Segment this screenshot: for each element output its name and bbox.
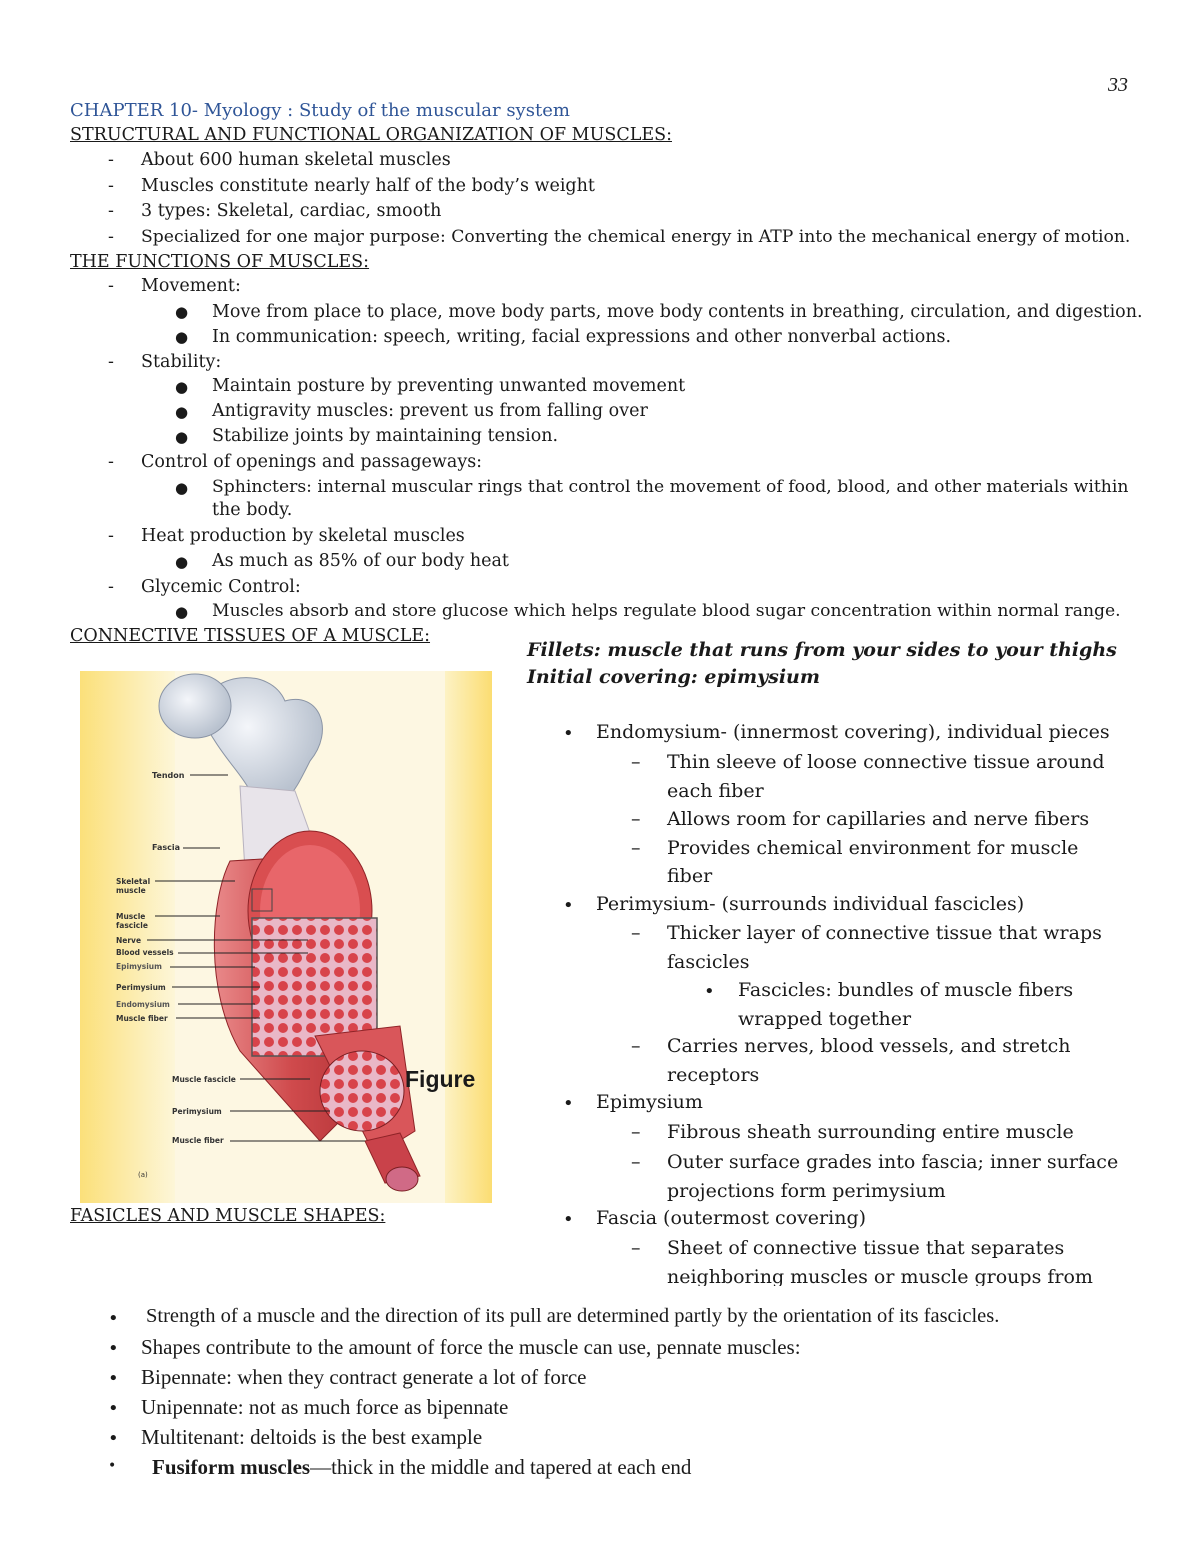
dash-marker: -: [108, 352, 114, 372]
page-number: 33: [1108, 74, 1128, 96]
dash-marker: -: [108, 452, 114, 472]
dash-marker: –: [631, 751, 641, 773]
group-label: Control of openings and passageways:: [141, 452, 483, 472]
figure-label-perimysium: Perimysium: [116, 983, 166, 992]
chapter-title: CHAPTER 10- Myology : Study of the muscular system: [70, 100, 570, 121]
bullet-marker: ●: [175, 479, 189, 497]
bullet-marker: •: [108, 1428, 119, 1449]
dash-marker: -: [108, 577, 114, 597]
tissue-subitem-continuation: fiber: [667, 865, 713, 887]
bullet-marker: ●: [175, 403, 189, 421]
figure-label-endomysium: Endomysium: [116, 1000, 170, 1009]
bullet-marker: •: [563, 895, 574, 916]
figure-label-epimysium: Epimysium: [116, 962, 162, 971]
bullet-marker: •: [108, 1458, 117, 1474]
tissue-subitem: Thicker layer of connective tissue that wraps: [667, 922, 1102, 944]
bullet-marker: ●: [175, 378, 189, 396]
dash-marker: –: [631, 922, 641, 944]
shape-item: Strength of a muscle and the direction of its pull are determined partly by the orientation of its fascicles.: [146, 1305, 1000, 1327]
bullet-marker: ●: [175, 303, 189, 321]
tissue-subitem-continuation: fascicles: [667, 951, 750, 973]
figure-label-muscle-fiber: Muscle fiber: [116, 1014, 168, 1023]
sub-item: Muscles absorb and store glucose which helps regulate blood sugar concentration within normal range.: [212, 601, 1121, 621]
figure-label-blood-vessels: Blood vessels: [116, 948, 174, 957]
dash-marker: -: [108, 227, 114, 247]
shape-item: Unipennate: not as much force as bipennate: [141, 1395, 509, 1419]
tissue-item: Perimysium- (surrounds individual fascicles): [596, 893, 1025, 915]
tissue-subsubitem-continuation: wrapped together: [738, 1008, 912, 1030]
list-item: Specialized for one major purpose: Converting the chemical energy in ATP into the mechanical energy of motion.: [141, 227, 1131, 247]
sub-item: Stabilize joints by maintaining tension.: [212, 426, 559, 446]
dash-marker: –: [631, 1237, 641, 1259]
shape-item: Shapes contribute to the amount of force the muscle can use, pennate muscles:: [141, 1335, 801, 1359]
dash-marker: -: [108, 526, 114, 546]
tissue-subitem-continuation: projections form perimysium: [667, 1180, 946, 1202]
sub-item: Sphincters: internal muscular rings that control the movement of food, blood, and other materials within: [212, 477, 1129, 497]
tissue-subitem: Fibrous sheath surrounding entire muscle: [667, 1121, 1074, 1143]
bullet-marker: •: [108, 1308, 119, 1329]
dash-marker: –: [631, 1035, 641, 1057]
muscle-anatomy-figure: [80, 671, 492, 1203]
bullet-marker: •: [108, 1398, 119, 1419]
figure-label-muscle-fiber-2: Muscle fiber: [172, 1136, 224, 1145]
note-initial-covering: Initial covering: epimysium: [527, 666, 820, 688]
tissue-subitem-continuation: receptors: [667, 1064, 760, 1086]
note-fillets: Fillets: muscle that runs from your sides to your thighs: [527, 639, 1117, 661]
figure-caption-label: Figure: [405, 1066, 476, 1092]
bullet-marker: •: [563, 1093, 574, 1114]
dash-marker: –: [631, 1151, 641, 1173]
sub-item: Maintain posture by preventing unwanted movement: [212, 376, 686, 396]
sub-item-continuation: the body.: [212, 500, 293, 520]
figure-label-muscle-fascicle-2: Muscle fascicle: [172, 1075, 236, 1084]
bullet-marker: ●: [175, 328, 189, 346]
dash-marker: –: [631, 1121, 641, 1143]
figure-label-muscle-fascicle: Muscle fascicle: [116, 912, 148, 930]
bullet-marker: ●: [175, 428, 189, 446]
section-heading-connective: CONNECTIVE TISSUES OF A MUSCLE:: [70, 626, 431, 646]
figure-label-skeletal-muscle: Skeletal muscle: [116, 877, 151, 895]
sub-item: In communication: speech, writing, facial expressions and other nonverbal actions.: [212, 327, 952, 347]
sub-item: Antigravity muscles: prevent us from falling over: [212, 401, 648, 421]
shape-item-fusiform: [152, 1455, 691, 1480]
bullet-marker: ●: [175, 553, 189, 571]
bullet-marker: ●: [175, 603, 189, 621]
group-label: Stability:: [141, 352, 222, 372]
bullet-marker: •: [108, 1338, 119, 1359]
tissue-subitem: Thin sleeve of loose connective tissue around: [667, 751, 1105, 773]
dash-marker: -: [108, 176, 114, 196]
group-label: Glycemic Control:: [141, 577, 301, 597]
tissue-subitem: Carries nerves, blood vessels, and stretch: [667, 1035, 1071, 1057]
list-item: 3 types: Skeletal, cardiac, smooth: [141, 201, 442, 221]
muscle-diagram-illustration: [80, 671, 492, 1203]
dash-marker: –: [631, 808, 641, 830]
group-label: Movement:: [141, 276, 241, 296]
shape-item: Multitenant: deltoids is the best example: [141, 1425, 483, 1449]
bullet-marker: •: [704, 981, 715, 1002]
tissue-subitem-continuation: each fiber: [667, 780, 764, 802]
figure-panel-letter: (a): [138, 1171, 148, 1179]
tissue-subitem: Provides chemical environment for muscle: [667, 837, 1079, 859]
tissue-item: Fascia (outermost covering): [596, 1207, 867, 1229]
list-item: Muscles constitute nearly half of the body’s weight: [141, 176, 595, 196]
fusiform-definition: —thick in the middle and tapered at each end: [310, 1455, 692, 1479]
tissue-subitem: Sheet of connective tissue that separates: [667, 1237, 1065, 1259]
tissue-subitem: Outer surface grades into fascia; inner surface: [667, 1151, 1119, 1173]
tissue-subitem-continuation: neighboring muscles or muscle groups from: [667, 1266, 1093, 1286]
figure-label-perimysium-2: Perimysium: [172, 1107, 222, 1116]
shape-item: Bipennate: when they contract generate a lot of force: [141, 1365, 587, 1389]
dash-marker: –: [631, 837, 641, 859]
tissue-item: Endomysium- (innermost covering), individual pieces: [596, 721, 1110, 743]
figure-label-nerve: Nerve: [116, 936, 142, 945]
section-heading-structure: STRUCTURAL AND FUNCTIONAL ORGANIZATION OF MUSCLES:: [70, 125, 672, 145]
figure-label-tendon: Tendon: [152, 771, 185, 780]
section-heading-fascicles: FASICLES AND MUSCLE SHAPES:: [70, 1206, 386, 1226]
sub-item: As much as 85% of our body heat: [212, 551, 509, 571]
tissue-item: Epimysium: [596, 1091, 703, 1113]
figure-label-fascia: Fascia: [152, 843, 181, 852]
dash-marker: -: [108, 276, 114, 296]
fusiform-term: Fusiform muscles: [152, 1455, 311, 1479]
section-heading-functions: THE FUNCTIONS OF MUSCLES:: [70, 252, 370, 272]
bullet-marker: •: [563, 1209, 574, 1230]
tissue-subitem: Allows room for capillaries and nerve fibers: [667, 808, 1090, 830]
dash-marker: -: [108, 201, 114, 221]
tissue-subsubitem: Fascicles: bundles of muscle fibers: [738, 979, 1074, 1001]
group-label: Heat production by skeletal muscles: [141, 526, 465, 546]
sub-item: Move from place to place, move body parts, move body contents in breathing, circulation, and digestion.: [212, 302, 1143, 322]
bullet-marker: •: [563, 723, 574, 744]
dash-marker: -: [108, 150, 114, 170]
bullet-marker: •: [108, 1368, 119, 1389]
clipped-line-wrapper: [660, 1266, 1100, 1286]
list-item: About 600 human skeletal muscles: [141, 150, 451, 170]
